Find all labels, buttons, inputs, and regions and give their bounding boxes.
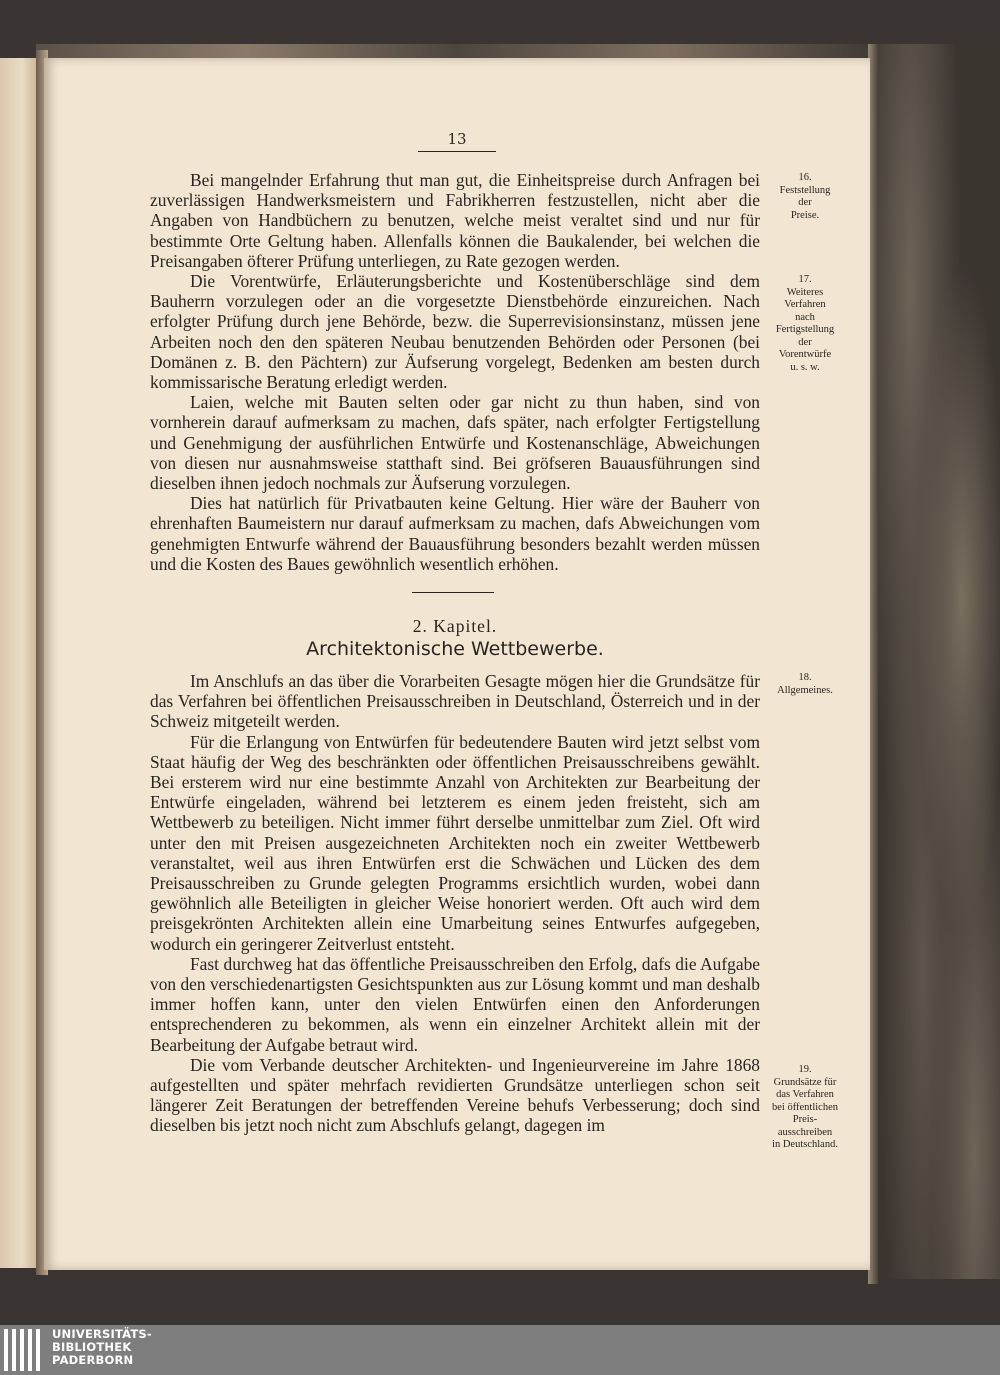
margin-note-19: 19. Grundsätze für das Verfahren bei öffentlichen Preis- ausschreiben in Deutschland. xyxy=(772,1064,838,1150)
paragraph: Fast durchweg hat das öffentliche Preisausschreiben den Erfolg, dafs die Aufgabe von den verschiedenartigsten Gesichtspunkten aus zur Lösung kommt und man deshalb immer hoffen kann, unter den vielen Entwürfen einen den Anforderungen entsprechenderen zu bekommen, als wenn ein einzelner Architekt allein mit der Bearbeitung der Aufgabe betraut wird. xyxy=(150,953,760,1055)
paragraph: Die vom Verbande deutscher Architekten- und Ingenieurvereine im Jahre 1868 aufgestellten und später mehrfach revidierten Grundsätze unterliegen schon seit längerer Zeit Beratungen der betreffenden Vereine behufs Verbesserung; doch sind dieselben bis jetzt noch nicht zum Abschlufs gelangt, dagegen im xyxy=(150,1054,760,1136)
library-logo-icon xyxy=(4,1329,44,1371)
margin-note-17: 17. Weiteres Verfahren nach Fertigstellung der Vorentwürfe u. s. w. xyxy=(775,274,835,373)
body-text-lower xyxy=(150,671,760,1136)
library-logo-text: UNIVERSITÄTS- BIBLIOTHEK PADERBORN xyxy=(52,1327,152,1367)
paragraph: Die Vorentwürfe, Erläuterungsberichte und Kostenüberschläge sind dem Bauherrn vorzulegen oder an die vorgesetzte Dienstbehörde einzureichen. Nach erfolgter Prüfung durch jene Behörde, bezw. die Superrevisionsinstanz, müssen jene Arbeiten noch den den späteren Neubau benutzenden Behörden oder Personen (bei Domänen z. B. den Pächtern) zur Äufserung vorgelegt, Bedenken am besten durch kommissarische Beratung erledigt werden. xyxy=(150,271,760,393)
paragraph: Im Anschlufs an das über die Vorarbeiten Gesagte mögen hier die Grundsätze für das Verfahren bei öffentlichen Preisausschreiben in Deutschland, Österreich und in der Schweiz mitgeteilt werden. xyxy=(150,671,760,732)
margin-note-16: 16. Feststellung der Preise. xyxy=(779,172,831,221)
chapter-title: Architektonische Wettbewerbe. xyxy=(306,638,604,660)
paragraph: Dies hat natürlich für Privatbauten keine Geltung. Hier wäre der Bauherr von ehrenhaften Baumeistern nur darauf aufmerksam zu machen, dafs Abweichungen vom genehmigten Entwurfe während der Bauausführung besonders bezahlt werden müssen und die Kosten des Baues gewöhnlich wesentlich erhöhen. xyxy=(150,493,760,574)
paragraph: Laien, welche mit Bauten selten oder gar nicht zu thun haben, sind von vornherein darauf aufmerksam zu machen, dafs später, nach erfolgter Fertigstellung und Genehmigung der ausführlichen Entwürfe und Kostenanschläge, Abweichungen von diesen nur ausnahmsweise statthaft sind. Bei gröfseren Bauausführungen sind dieselben ihnen jedoch nochmals zur Äufserung vorzulegen. xyxy=(150,392,760,494)
facing-page-edge xyxy=(0,58,38,1268)
body-text-upper xyxy=(150,170,760,574)
paragraph: Für die Erlangung von Entwürfen für bedeutendere Bauten wird jetzt selbst vom Staat häufig der Weg des beschränkten oder öffentlichen Preisausschreibens gewählt. Bei ersterem wird nur eine bestimmte Anzahl von Architekten zur Bearbeitung der Entwürfe eingeladen, während bei letzterem es einem jeden freisteht, sich am Wettbewerb zu beteiligen. Nicht immer führt derselbe unmittelbar zum Ziel. Oft wird unter den mit Preisen ausgezeichneten Architekten noch ein zweiter Wettbewerb veranstaltet, weil aus ihren Entwürfen erst die Schwächen und Lücken des dem Preisausschreiben zu Grunde gelegten Programms ersichtlich wurden, wobei dann gewöhnlich alle Beteiligten in gleicher Weise honoriert werden. Oft auch wird dem preisgekrönten Architekten allein eine Umarbeitung seines Entwurfes aufgegeben, wodurch ein geringerer Zeitverlust entsteht. xyxy=(150,731,760,954)
margin-note-18: 18. Allgemeines. xyxy=(777,672,833,696)
marbled-cover xyxy=(872,44,1000,1279)
chapter-label: 2. Kapitel. xyxy=(412,616,498,636)
paragraph: Bei mangelnder Erfahrung thut man gut, die Einheitspreise durch Anfragen bei zuverlässigen Handwerksmeistern und Fabrikherren festzustellen, nicht aber die Angaben von Handbüchern zu benutzen, welche meist veraltet sind und nur für bestimmte Orte Geltung haben. Allenfalls können die Baukalender, bei welchen die Preisangaben öfterer Prüfung unterliegen, zu Rate gezogen werden. xyxy=(150,170,760,271)
section-divider xyxy=(412,592,494,593)
page-number: 13 xyxy=(418,130,496,152)
